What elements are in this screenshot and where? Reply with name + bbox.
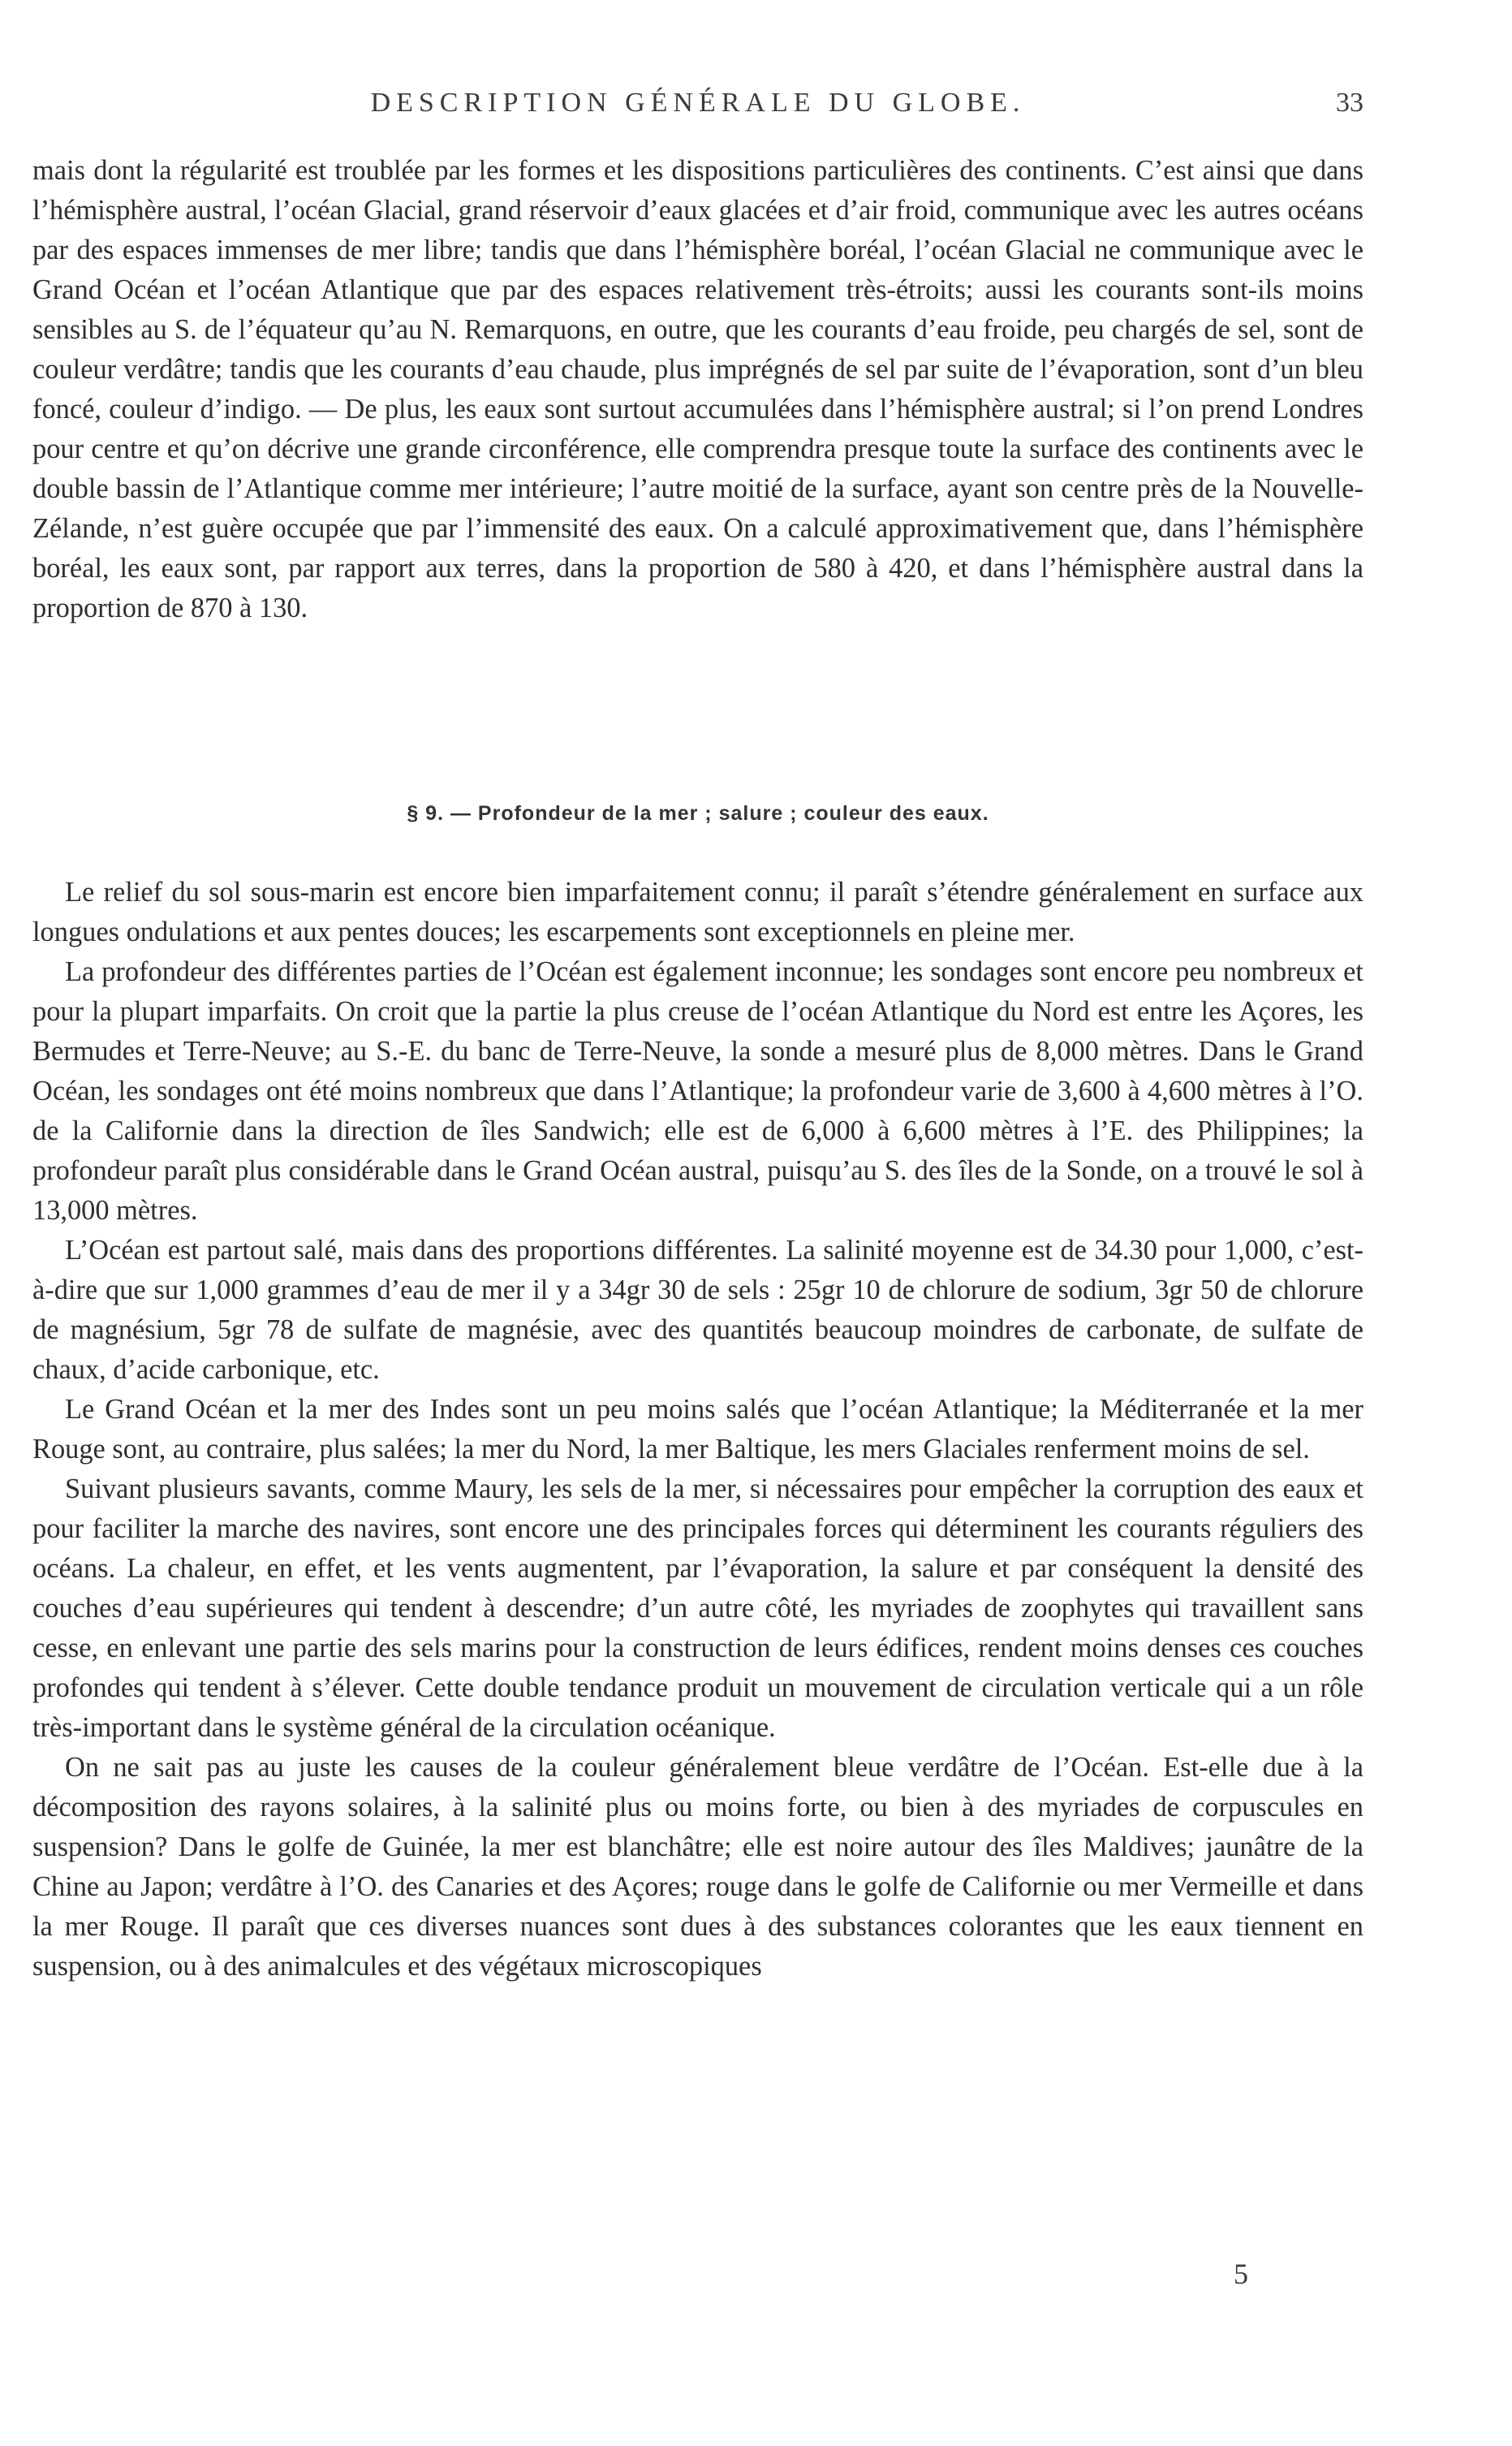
paragraph-ocean-color: On ne sait pas au juste les causes de la couleur généralement bleue verdâtre de l’Océan. Est-elle due à la décomposition des rayons solaires, à la salinité plus ou moins forte, ou bien à des myriades de corpuscules en suspension? Dans le golfe de Guinée, la mer est blanchâtre; elle est noire autour des îles Maldives; jaunâtre de la Chine au Japon; verdâtre à l’O. des Canaries et des Açores; rouge dans le golfe de Californie ou mer Vermeille et dans la mer Rouge. Il paraît que ces diverses nuances sont dues à des substances colorantes que les eaux tiennent en suspension, ou à des animalcules et des végétaux microscopiques [32,1752,1363,1982]
signature-mark: 5 [1234,2258,1248,2290]
running-title: DESCRIPTION GÉNÉRALE DU GLOBE. [370,88,1026,118]
section-heading: § 9. — Profondeur de la mer ; salure ; couleur des eaux. [407,802,989,825]
intro-paragraph: mais dont la régularité est troublée par les formes et les dispositions particulières des continents. C’est ainsi que dans l’hémisphère austral, l’océan Glacial, grand réservoir d’eaux glacées et d’air froid, communique avec les autres océans par des espaces immenses de mer libre; tandis que dans l’hémisphère boréal, l’océan Glacial ne communique avec le Grand Océan et l’océan Atlantique que par des espaces relativement très-étroits; aussi les courants sont-ils moins sensibles au S. de l’équateur qu’au N. Remarquons, en outre, que les courants d’eau froide, peu chargés de sel, sont de couleur verdâtre; tandis que les courants d’eau chaude, plus imprégnés de sel par suite de l’évaporation, sont d’un bleu foncé, couleur d’indigo. — De plus, les eaux sont surtout accumulées dans l’hémisphère austral; si l’on prend Londres pour centre et qu’on décrive une grande circonférence, elle comprendra presque toute la surface des continents avec le double bassin de l’Atlantique comme mer intérieure; l’autre moitié de la surface, ayant son centre près de la Nouvelle-Zélande, n’est guère occupée que par l’immensité des eaux. On a calculé approximativement que, dans l’hémisphère boréal, les eaux sont, par rapport aux terres, dans la proportion de 580 à 420, et dans l’hémisphère austral dans la proportion de 870 à 130. [32,155,1363,623]
paragraph-salt-currents: Suivant plusieurs savants, comme Maury, les sels de la mer, si nécessaires pour empêcher la corruption des eaux et pour faciliter la marche des navires, sont encore une des principales forces qui déterminent les courants réguliers des océans. La chaleur, en effet, et les vents augmentent, par l’évaporation, la salure et par conséquent la densité des couches d’eau supérieures qui tendent à descendre; d’un autre côté, les myriades de zoophytes qui travaillent sans cesse, en enlevant une partie des sels marins pour la construction de leurs édifices, rendent moins denses ces couches profondes qui tendent à s’élever. Cette double tendance produit un mouvement de circulation verticale qui a un rôle très-important dans le système général de la circulation océanique. [32,1473,1363,1743]
paragraph-salinity-comparison: Le Grand Océan et la mer des Indes sont un peu moins salés que l’océan Atlantique; la Méditerranée et la mer Rouge sont, au contraire, plus salées; la mer du Nord, la mer Baltique, les mers Glaciales renferment moins de sel. [32,1394,1363,1465]
section-text-block [32,873,1363,1987]
paragraph-ocean-depth: La profondeur des différentes parties de l’Océan est également inconnue; les sondages sont encore peu nombreux et pour la plupart imparfaits. On croit que la partie la plus creuse de l’océan Atlantique du Nord est entre les Açores, les Bermudes et Terre-Neuve; au S.-E. du banc de Terre-Neuve, la sonde a mesuré plus de 8,000 mètres. Dans le Grand Océan, les sondages ont été moins nombreux que dans l’Atlantique; la profondeur varie de 3,600 à 4,600 mètres à l’O. de la Californie dans la direction de îles Sandwich; elle est de 6,000 à 6,600 mètres à l’E. des Philippines; la profondeur paraît plus considérable dans le Grand Océan austral, puisqu’au S. des îles de la Sonde, on a trouvé le sol à 13,000 mètres. [32,956,1363,1226]
paragraph-seafloor-relief: Le relief du sol sous-marin est encore bien imparfaitement connu; il paraît s’étendre généralement en surface aux longues ondulations et aux pentes douces; les escarpements sont exceptionnels en pleine mer. [32,877,1363,947]
running-head [32,88,1363,128]
page-number: 33 [1336,88,1363,118]
intro-text-block [32,151,1363,628]
paragraph-salinity: L’Océan est partout salé, mais dans des proportions différentes. La salinité moyenne est de 34.30 pour 1,000, c’est-à-dire que sur 1,000 grammes d’eau de mer il y a 34gr 30 de sels : 25gr 10 de chlorure de sodium, 3gr 50 de chlorure de magnésium, 5gr 78 de sulfate de magnésie, avec des quantités beaucoup moindres de carbonate, de sulfate de chaux, d’acide carbonique, etc. [32,1235,1363,1385]
